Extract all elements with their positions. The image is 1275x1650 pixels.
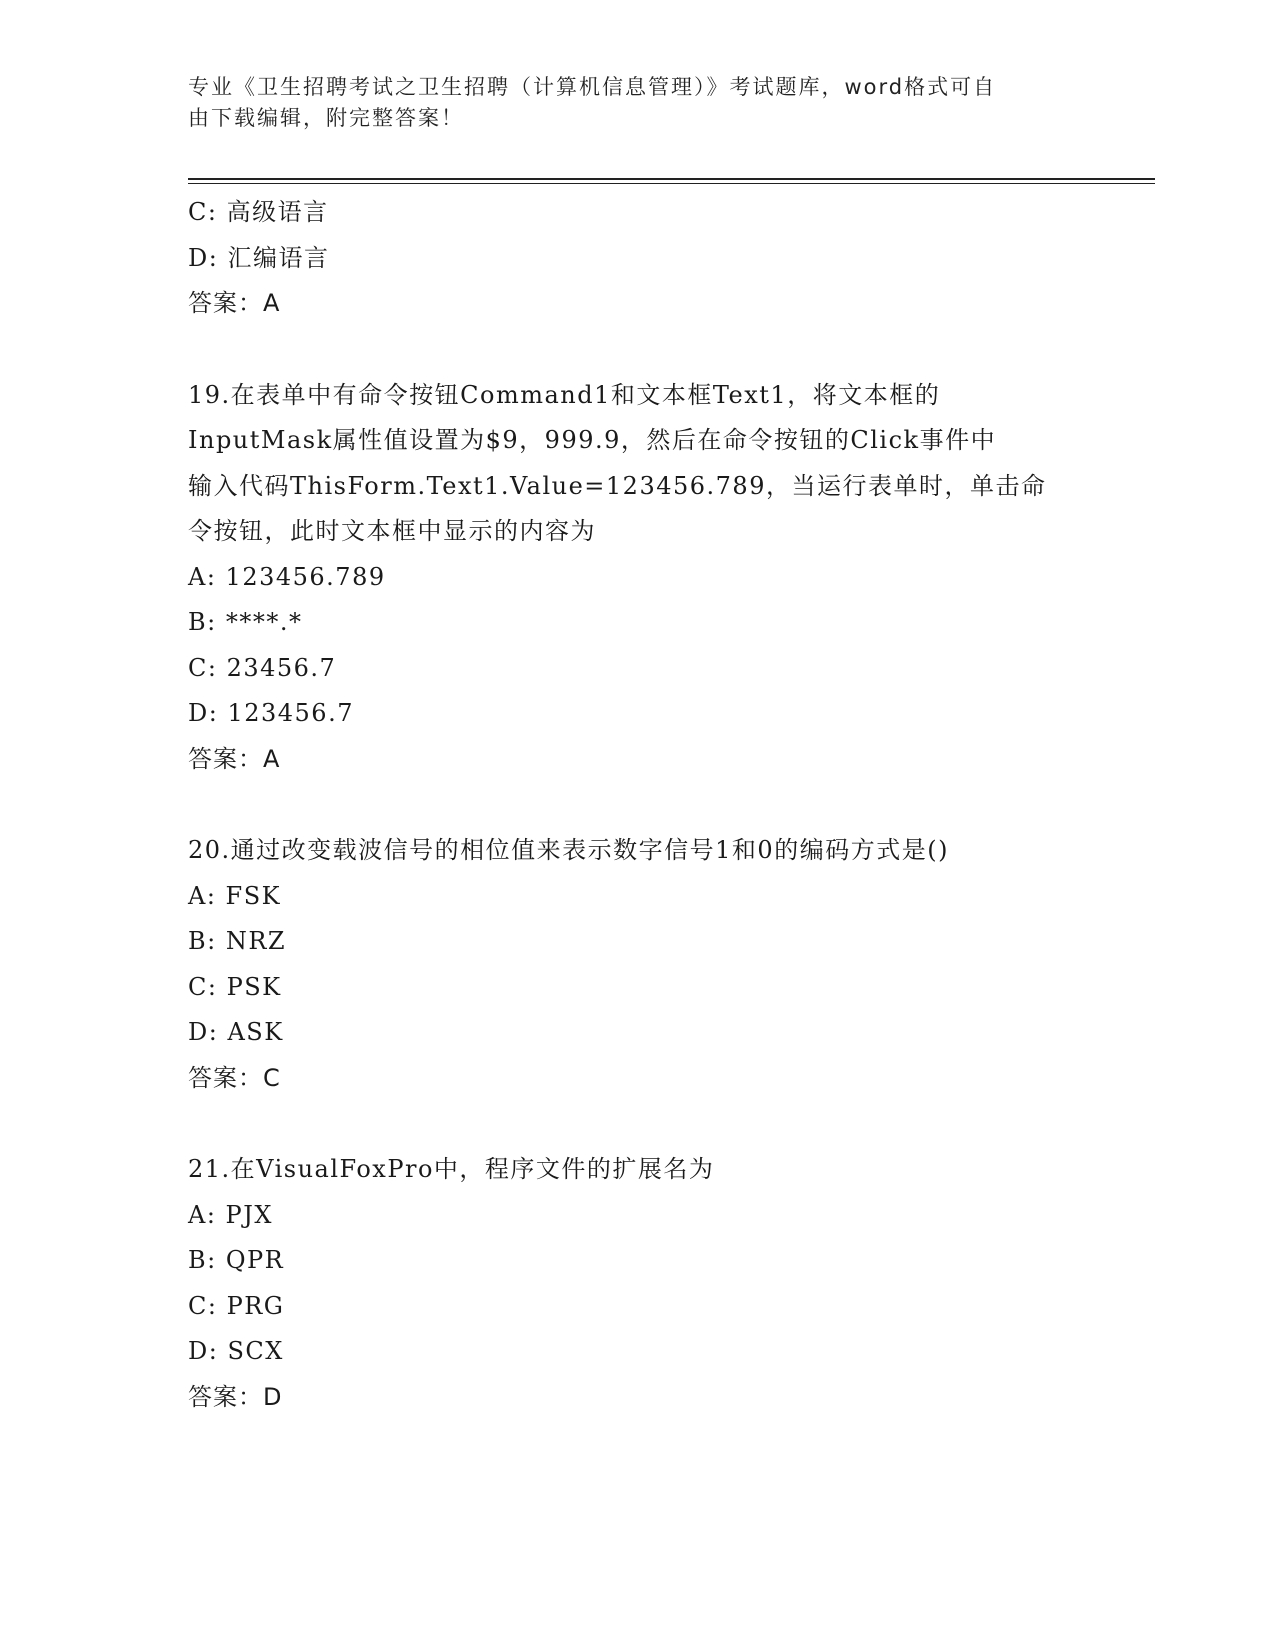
header-divider-thin — [188, 183, 1155, 184]
answer-line: 答案：C — [188, 1063, 281, 1092]
question-text-line: 21.在VisualFoxPro中，程序文件的扩展名为 — [188, 1155, 715, 1183]
spacer — [188, 1101, 1108, 1147]
question-20 — [188, 828, 1108, 1101]
question-text-line: 20.通过改变载波信号的相位值来表示数字信号1和0的编码方式是() — [188, 836, 949, 864]
option-a: A: FSK — [188, 881, 282, 910]
option-a: A: 123456.789 — [188, 562, 386, 591]
option-c: C: PSK — [188, 972, 282, 1001]
question-text-line: InputMask属性值设置为$9，999.9，然后在命令按钮的Click事件中 — [188, 426, 997, 454]
answer-line: 答案：A — [188, 744, 281, 773]
question-19 — [188, 373, 1108, 783]
option-c: C: PRG — [188, 1291, 285, 1320]
previous-question-tail — [188, 190, 1108, 327]
option-b: B: ****.* — [188, 608, 303, 636]
question-21 — [188, 1147, 1108, 1420]
option-d: D: ASK — [188, 1018, 284, 1046]
option-a: A: PJX — [188, 1200, 273, 1229]
header-divider-thick — [188, 178, 1155, 180]
spacer — [188, 782, 1108, 828]
header-line-1: 专业《卫生招聘考试之卫生招聘（计算机信息管理）》考试题库，word格式可自 — [188, 75, 997, 99]
option-c: C: 高级语言 — [188, 198, 329, 226]
question-text-line: 输入代码ThisForm.Text1.Value=123456.789，当运行表单时，单击命 — [188, 471, 1047, 500]
option-d: D: 汇编语言 — [188, 243, 330, 272]
answer-line: 答案：A — [188, 289, 281, 317]
answer-line: 答案：D — [188, 1382, 283, 1411]
question-text-line: 令按钮，此时文本框中显示的内容为 — [188, 517, 596, 545]
spacer — [188, 327, 1108, 373]
option-d: D: SCX — [188, 1337, 284, 1365]
option-c: C: 23456.7 — [188, 653, 337, 682]
option-d: D: 123456.7 — [188, 699, 354, 727]
document-header — [188, 72, 1088, 134]
option-b: B: NRZ — [188, 927, 287, 955]
option-b: B: QPR — [188, 1246, 285, 1274]
question-text-line: 19.在表单中有命令按钮Command1和文本框Text1，将文本框的 — [188, 380, 941, 409]
question-content — [188, 190, 1108, 1420]
header-line-2: 由下载编辑，附完整答案！ — [188, 106, 464, 130]
